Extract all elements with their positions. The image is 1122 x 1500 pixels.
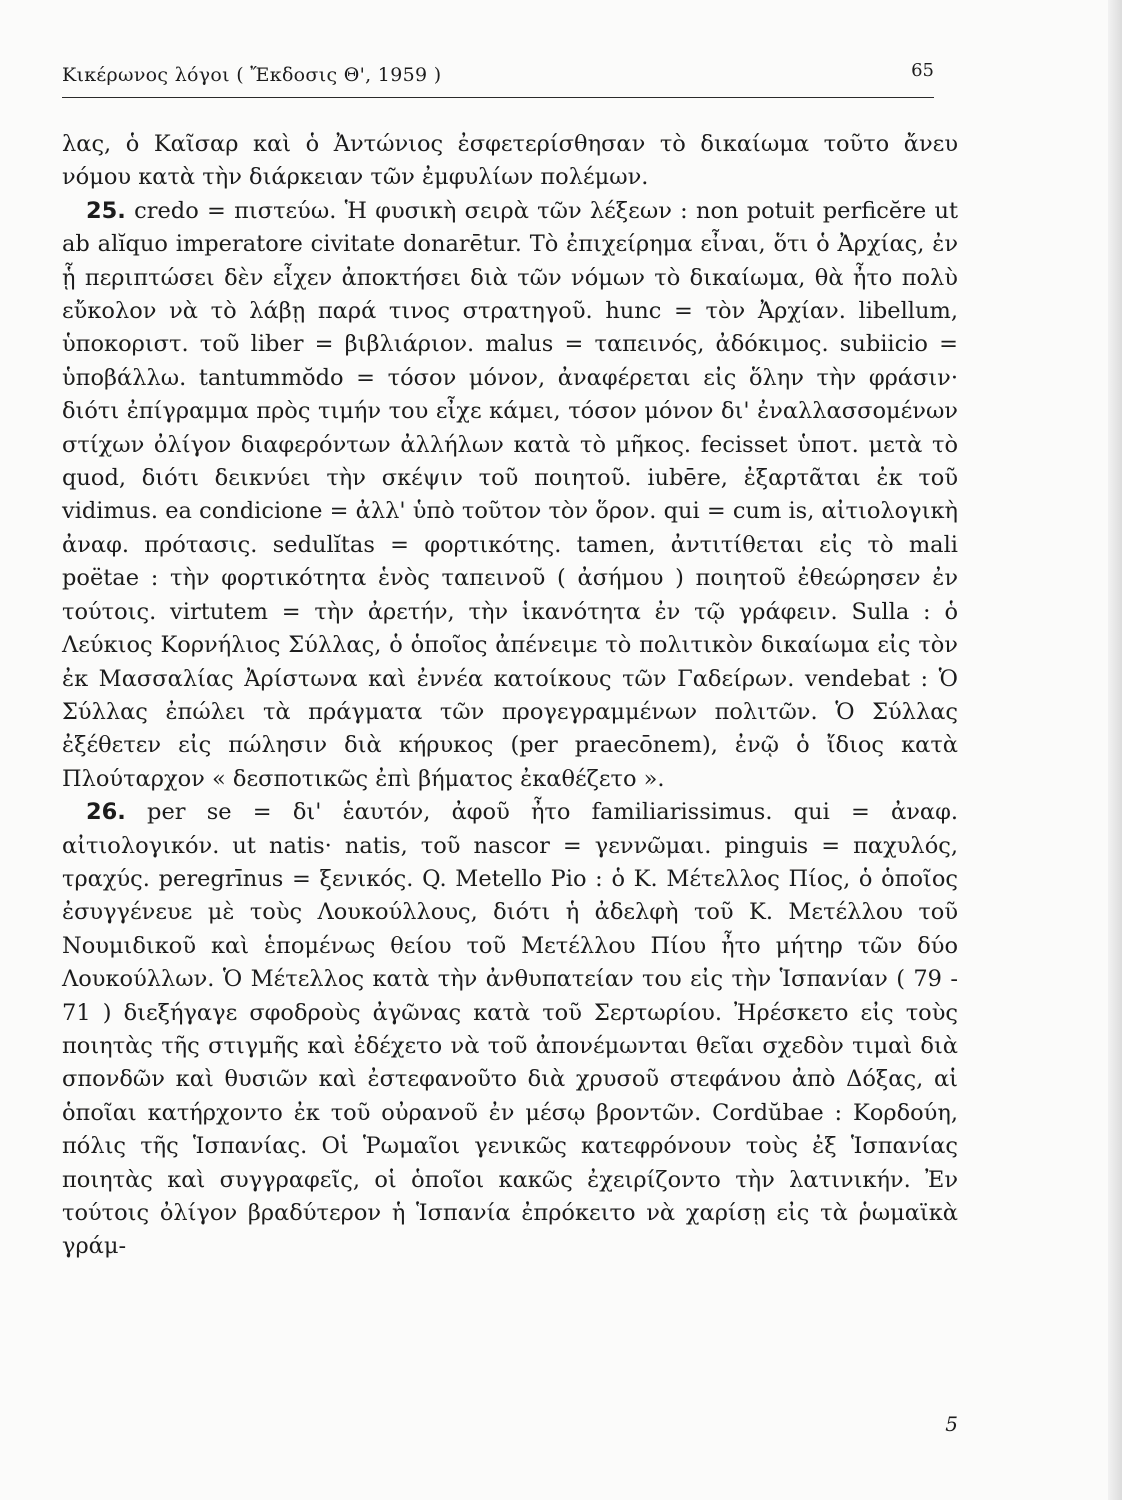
paragraph-section-25 — [62, 195, 958, 796]
paragraph-text: λας, ὁ Καῖσαρ καὶ ὁ Ἀντώνιος ἐσφετερίσθησαν τὸ δικαίωμα τοῦτο ἄνευ νόμου κατὰ τὴν διάρκειαν τῶν ἐμφυλίων πολέμων. — [62, 131, 958, 191]
section-number: 26. — [86, 799, 126, 826]
paragraph-section-26 — [62, 796, 958, 1264]
paragraph-text: credo = πιστεύω. Ἡ φυσικὴ σειρὰ τῶν λέξεων : non potuit perficĕre ut ab alĭquo imperatore civitate donarētur. Τὸ ἐπιχείρημα εἶναι, ὅτι ὁ Ἀρχίας, ἐν ᾗ περιπτώσει δὲν εἶχεν ἀποκτήσει διὰ τῶν νόμων τὸ δικαίωμα, θὰ ἦτο πολὺ εὔκολον νὰ τὸ λάβῃ παρά τινος στρατηγοῦ. hunc = τὸν Ἀρχίαν. libellum, ὑποκοριστ. τοῦ liber = βιβλιάριον. malus = ταπεινός, ἀδόκιμος. subiicio = ὑποβάλλω. tantummŏdo = τόσον μόνον, ἀναφέρεται εἰς ὅλην τὴν φράσιν· διότι ἐπίγραμμα πρὸς τιμήν του εἶχε κάμει, τόσον μόνον δι' ἐναλλασσομένων στίχων ὀλίγον διαφερόντων ἀλλήλων κατὰ τὸ μῆκος. fecisset ὑποτ. μετὰ τὸ quod, διότι δεικνύει τὴν σκέψιν τοῦ ποιητοῦ. iubēre, ἐξαρτᾶται ἐκ τοῦ vidimus. ea condicione = ἀλλ' ὑπὸ τοῦτον τὸν ὅρον. qui = cum is, αἰτιολογικὴ ἀναφ. πρότασις. sedulĭtas = φορτικότης. tamen, ἀντιτίθεται εἰς τὸ mali poëtae : τὴν φορτικότητα ἑνὸς ταπεινοῦ ( ἀσήμου ) ποιητοῦ ἐθεώρησεν ἐν τούτοις. virtutem = τὴν ἀρετήν, τὴν ἱκανότητα ἐν τῷ γράφειν. Sulla : ὁ Λεύκιος Κορνήλιος Σύλλας, ὁ ὁποῖος ἀπένειμε τὸ πολιτικὸν δικαίωμα εἰς τὸν ἐκ Μασσαλίας Ἀρίστωνα καὶ ἐννέα κατοίκους τῶν Γαδείρων. vendebat : Ὁ Σύλλας ἐπώλει τὰ πράγματα τῶν προγεγραμμένων πολιτῶν. Ὁ Σύλλας ἐξέθετεν εἰς πώλησιν διὰ κήρυκος (per praecōnem), ἐνῷ ὁ ἴδιος κατὰ Πλούταρχον « δεσποτικῶς ἐπὶ βήματος ἐκαθέζετο ». — [62, 197, 958, 792]
running-title: Κικέρωνος λόγοι ( Ἔκδοσις Θ', 1959 ) — [62, 64, 442, 86]
page-number: 65 — [911, 60, 934, 81]
section-number: 25. — [86, 197, 126, 224]
page-edge-shadow — [1108, 0, 1122, 1500]
paragraph-text: per se = δι' ἑαυτόν, ἀφοῦ ἦτο familiarissimus. qui = ἀναφ. αἰτιολογικόν. ut natis· natis, τοῦ nascor = γεννῶμαι. pinguis = παχυλός, τραχύς. peregrīnus = ξενικός. Q. Metello Pio : ὁ Κ. Μέτελλος Πίος, ὁ ὁποῖος ἐσυγγένευε μὲ τοὺς Λουκούλλους, διότι ἡ ἀδελφὴ τοῦ Κ. Μετέλλου τοῦ Νουμιδικοῦ καὶ ἑπομένως θείου τοῦ Μετέλλου Πίου ἦτο μήτηρ τῶν δύο Λουκούλλων. Ὁ Μέτελλος κατὰ τὴν ἀνθυπατείαν του εἰς τὴν Ἱσπανίαν ( 79 - 71 ) διεξήγαγε σφοδροὺς ἀγῶνας κατὰ τοῦ Σερτωρίου. Ἠρέσκετο εἰς τοὺς ποιητὰς τῆς στιγμῆς καὶ ἐδέχετο νὰ τοῦ ἀπονέμωνται θεῖαι σχεδὸν τιμαὶ διὰ σπονδῶν καὶ θυσιῶν καὶ ἐστεφανοῦτο διὰ χρυσοῦ στεφάνου ἀπὸ Δόξας, αἱ ὁποῖαι κατήρχοντο ἐκ τοῦ οὐρανοῦ ἐν μέσῳ βροντῶν. Cordŭbae : Κορδούη, πόλις τῆς Ἱσπανίας. Οἱ Ῥωμαῖοι γενικῶς κατεφρόνουν τοὺς ἐξ Ἱσπανίας ποιητὰς καὶ συγγραφεῖς, οἱ ὁποῖοι κακῶς ἐχειρίζοντο τὴν λατινικήν. Ἐν τούτοις ὀλίγον βραδύτερον ἡ Ἱσπανία ἐπρόκειτο νὰ χαρίσῃ εἰς τὰ ῥωμαϊκὰ γράμ- — [62, 799, 958, 1260]
running-header — [62, 60, 934, 98]
commentary-text — [62, 128, 958, 1264]
signature-mark: 5 — [945, 1412, 958, 1436]
header-rule — [62, 97, 934, 98]
paragraph-continuation — [62, 128, 958, 195]
